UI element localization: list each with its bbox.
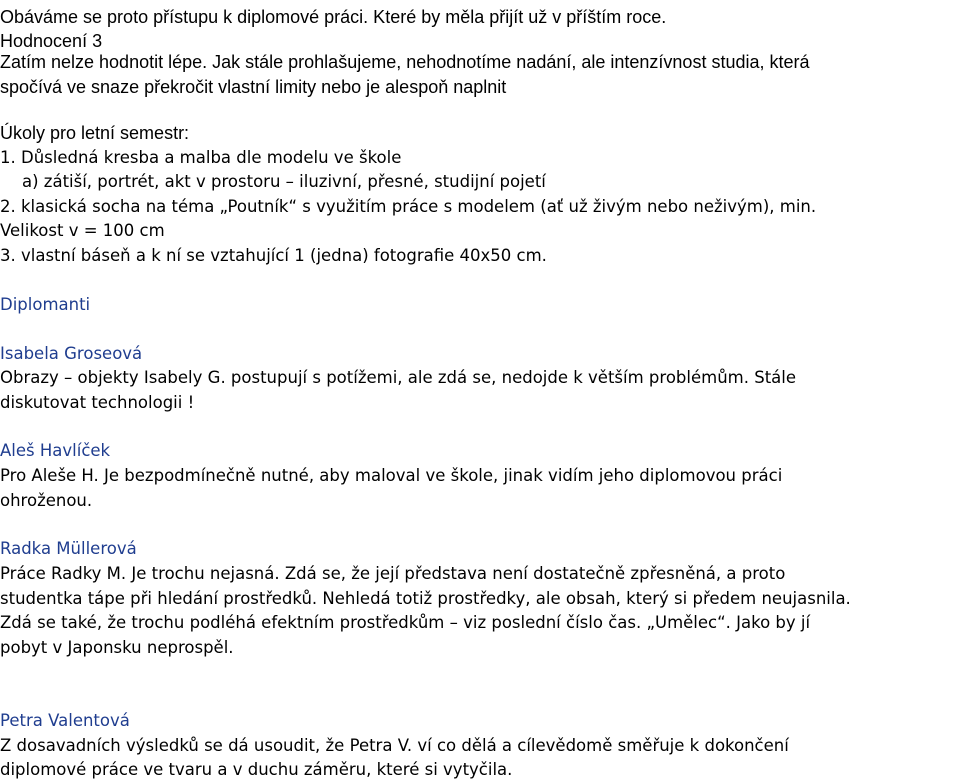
task-2-size: Velikost v = 100 cm: [0, 221, 165, 240]
student-comment-line: Obrazy – objekty Isabely G. postupují s potížemi, ale zdá se, nedojde k větším problémům. Stále: [0, 368, 797, 387]
student-comment-line: Z dosavadních výsledků se dá usoudit, že Petra V. ví co dělá a cílevědomě směřuje k dokončení: [0, 736, 789, 755]
student-comment-line: diplomové práce ve tvaru a v duchu záměru, které si vytyčila.: [0, 760, 513, 779]
student-comment-line: ohroženou.: [0, 491, 93, 510]
task-3: 3. vlastní báseň a k ní se vztahující 1 (jedna) fotografie 40x50 cm.: [0, 246, 547, 265]
intro-line-1: Obáváme se proto přístupu k diplomové práci. Které by měla přijít už v příštím roce.: [0, 7, 667, 27]
student-name: Isabela Groseová: [0, 344, 143, 363]
student-comment-line: diskutovat technologii !: [0, 393, 195, 412]
section-title: Diplomanti: [0, 295, 91, 314]
student-comment-line: Zdá se také, že trochu podléhá efektním prostředkům – viz poslední číslo čas. „Umělec“. Jako by jí: [0, 613, 811, 632]
student-name: Petra Valentová: [0, 711, 130, 730]
intro-line-4: spočívá ve snaze překročit vlastní limity nebo je alespoň naplnit: [0, 77, 507, 97]
intro-line-3: Zatím nelze hodnotit lépe. Jak stále prohlašujeme, nehodnotíme nadání, ale intenzívnost studia, která: [0, 52, 810, 72]
intro-line-2: Hodnocení 3: [0, 31, 103, 51]
student-comment-line: studentka tápe při hledání prostředků. Nehledá totiž prostředky, ale obsah, který si předem neujasnila.: [0, 589, 851, 608]
student-comment-line: pobyt v Japonsku neprospěl.: [0, 638, 234, 657]
task-2: 2. klasická socha na téma „Poutník“ s využitím práce s modelem (ať už živým nebo neživým), min.: [0, 197, 817, 216]
tasks-heading: Úkoly pro letní semestr:: [0, 123, 190, 143]
student-comment-line: Pro Aleše H. Je bezpodmínečně nutné, aby maloval ve škole, jinak vidím jeho diplomovou práci: [0, 466, 783, 485]
student-name: Radka Müllerová: [0, 539, 137, 558]
student-name: Aleš Havlíček: [0, 441, 111, 460]
task-1: 1. Důsledná kresba a malba dle modelu ve škole: [0, 148, 402, 167]
student-comment-line: Práce Radky M. Je trochu nejasná. Zdá se, že její představa není dostatečně zpřesněná, a proto: [0, 564, 786, 583]
task-1a: a) zátiší, portrét, akt v prostoru – iluzivní, přesné, studijní pojetí: [22, 172, 546, 191]
